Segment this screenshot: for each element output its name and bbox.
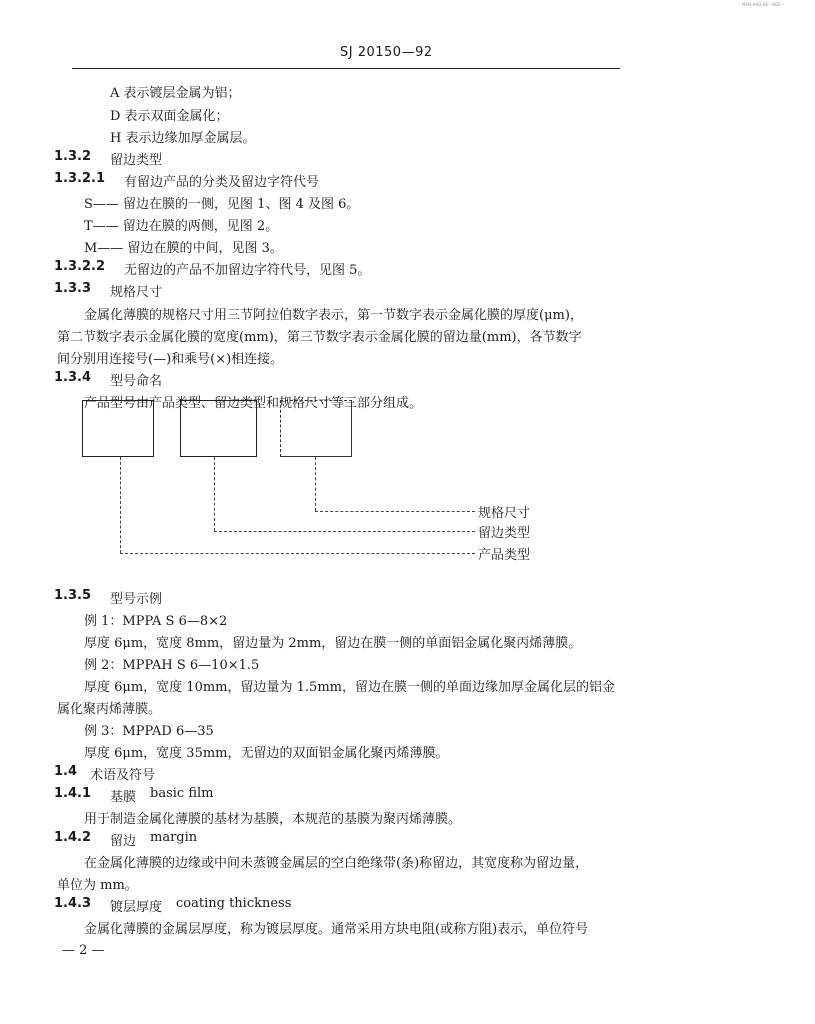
section-text: 无留边的产品不加留边字符代号，见图 5。: [124, 263, 371, 278]
label-product-type: 产品类型: [478, 548, 531, 563]
margin-type-box: [180, 400, 257, 457]
connector-spec: [315, 511, 475, 512]
product-type-box: [82, 400, 154, 457]
section-number: 1.3.2.1: [54, 171, 105, 186]
paragraph-line: 属化聚丙烯薄膜。: [57, 702, 162, 717]
section-title: 基膜: [110, 790, 137, 805]
section-title-en: basic film: [150, 786, 214, 801]
code-t-line: T—— 留边在膜的两侧，见图 2。: [84, 219, 279, 234]
text-line-a: A 表示镀层金属为铝；: [110, 86, 241, 101]
label-spec-size: 规格尺寸: [478, 506, 531, 521]
paragraph-line: 厚度 6μm，宽度 35mm，无留边的双面铝金属化聚丙烯薄膜。: [84, 746, 449, 761]
section-number: 1.3.3: [54, 281, 92, 296]
section-number: 1.3.2: [54, 149, 92, 164]
section-number: 1.4.1: [54, 786, 92, 801]
code-m-line: M—— 留边在膜的中间，见图 3。: [84, 241, 283, 256]
corner-note: MAN·HAO·DE···NDS···: [742, 2, 785, 7]
section-title: 镀层厚度: [110, 900, 163, 915]
document-code-header: SJ 20150—92: [340, 45, 433, 60]
paragraph-line: 在金属化薄膜的边缘或中间未蒸镀金属层的空白绝缘带(条)称留边，其宽度称为留边量，: [84, 856, 589, 871]
section-title: 留边: [110, 834, 137, 849]
connector-margin: [214, 531, 475, 532]
paragraph-line: 用于制造金属化薄膜的基材为基膜，本规范的基膜为聚丙烯薄膜。: [84, 812, 462, 827]
page-number: — 2 —: [62, 943, 105, 958]
section-number: 1.4: [54, 764, 78, 779]
example-line: 例 1：MPPA S 6—8×2: [84, 614, 228, 629]
paragraph-line: 厚度 6μm，宽度 10mm，留边量为 1.5mm，留边在膜一侧的单面边缘加厚金属化层的铝金: [84, 680, 615, 695]
text-line-d: D 表示双面金属化；: [110, 109, 229, 124]
connector-product: [120, 457, 121, 553]
section-title-en: margin: [150, 830, 198, 845]
paragraph-line: 间分别用连接号(—)和乘号(×)相连接。: [57, 352, 284, 367]
code-s-line: S—— 留边在膜的一侧，见图 1、图 4 及图 6。: [84, 197, 360, 212]
section-title: 术语及符号: [90, 768, 156, 783]
connector-margin: [214, 457, 215, 531]
section-number: 1.4.3: [54, 896, 92, 911]
paragraph-line: 厚度 6μm，宽度 8mm，留边量为 2mm，留边在膜一侧的单面铝金属化聚丙烯薄膜。: [84, 636, 582, 651]
text-line-h: H 表示边缘加厚金属层。: [110, 131, 256, 146]
section-number: 1.3.2.2: [54, 259, 105, 274]
header-rule: [72, 68, 620, 69]
connector-spec: [315, 457, 316, 511]
section-title: 留边类型: [110, 153, 163, 168]
section-number: 1.4.2: [54, 830, 92, 845]
example-line: 例 2：MPPAH S 6—10×1.5: [84, 658, 260, 673]
connector-product: [120, 553, 475, 554]
paragraph-line: 单位为 mm。: [57, 878, 138, 893]
section-text: 有留边产品的分类及留边字符代号: [124, 175, 320, 190]
paragraph-line: 金属化薄膜的金属层厚度，称为镀层厚度。通常采用方块电阻(或称方阻)表示，单位符号: [84, 922, 589, 937]
spec-size-box: [280, 400, 352, 457]
paragraph-line: 第二节数字表示金属化膜的宽度(mm)，第三节数字表示金属化膜的留边量(mm)，各节数字: [57, 330, 582, 345]
example-line: 例 3：MPPAD 6—35: [84, 724, 214, 739]
section-title-en: coating thickness: [176, 896, 292, 911]
paragraph-line: 产品型号由产品类型、留边类型和规格尺寸等三部分组成。: [84, 396, 423, 411]
section-title: 型号命名: [110, 374, 163, 389]
section-title: 型号示例: [110, 592, 163, 607]
label-margin-type: 留边类型: [478, 526, 531, 541]
section-number: 1.3.5: [54, 588, 92, 603]
section-number: 1.3.4: [54, 370, 92, 385]
section-title: 规格尺寸: [110, 285, 163, 300]
paragraph-line: 金属化薄膜的规格尺寸用三节阿拉伯数字表示，第一节数字表示金属化膜的厚度(μm)，: [84, 308, 583, 323]
